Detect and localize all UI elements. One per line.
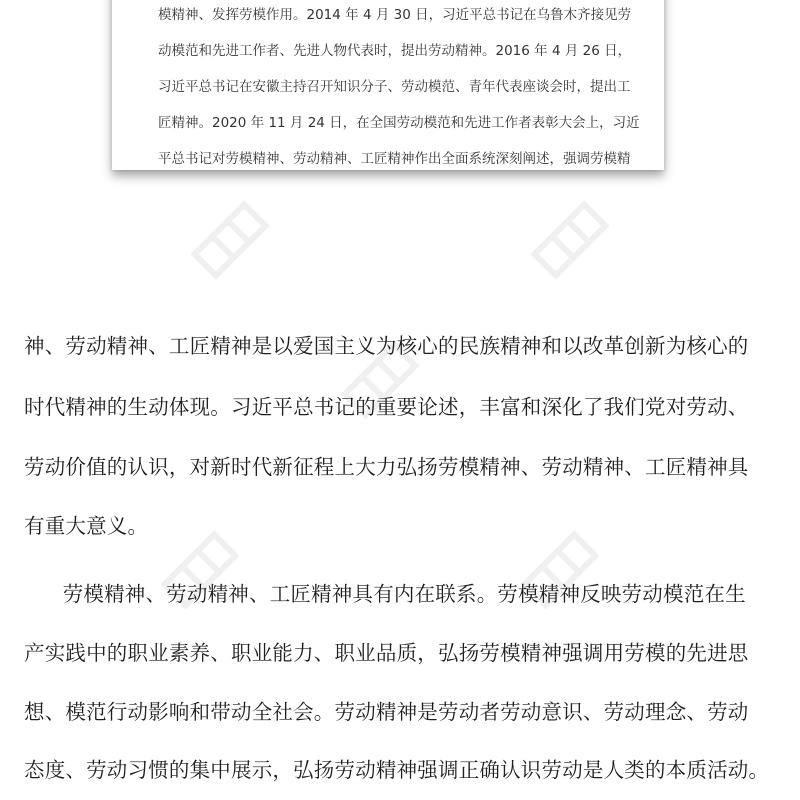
body-text-line: 有重大意义。 — [24, 514, 149, 538]
card-text-line: 平总书记对劳模精神、劳动精神、工匠精神作出全面系统深刻阐述，强调劳模精 — [158, 151, 631, 167]
card-text-line: 匠精神。2020 年 11 月 24 日，在全国劳动模范和先进工作者表彰大会上，习近 — [158, 115, 640, 131]
body-text-line: 劳动价值的认识，对新时代新征程上大力弘扬劳模精神、劳动精神、工匠精神具 — [24, 455, 749, 479]
body-text-line: 态度、劳动习惯的集中展示，弘扬劳动精神强调正确认识劳动是人类的本质活动。 — [24, 758, 770, 782]
watermark-logo-icon — [520, 190, 620, 290]
card-text-line: 动模范和先进工作者、先进人物代表时，提出劳动精神。2016 年 4 月 26 日， — [158, 43, 632, 59]
body-text-line: 劳模精神、劳动精神、工匠精神具有内在联系。劳模精神反映劳动模范在生 — [42, 582, 746, 606]
watermark-logo-icon — [180, 190, 280, 290]
body-text-line: 时代精神的生动体现。习近平总书记的重要论述，丰富和深化了我们党对劳动、 — [24, 395, 749, 419]
body-text-line: 神、劳动精神、工匠精神是以爱国主义为核心的民族精神和以改革创新为核心的 — [24, 334, 749, 358]
quote-card — [112, 0, 664, 170]
body-text-line: 产实践中的职业素养、职业能力、职业品质，弘扬劳模精神强调用劳模的先进思 — [24, 641, 749, 665]
card-text-line: 习近平总书记在安徽主持召开知识分子、劳动模范、青年代表座谈会时，提出工 — [158, 79, 631, 95]
card-text-line: 模精神、发挥劳模作用。2014 年 4 月 30 日，习近平总书记在乌鲁木齐接见劳 — [158, 7, 632, 23]
body-text-line: 想、模范行动影响和带动全社会。劳动精神是劳动者劳动意识、劳动理念、劳动 — [24, 700, 749, 724]
